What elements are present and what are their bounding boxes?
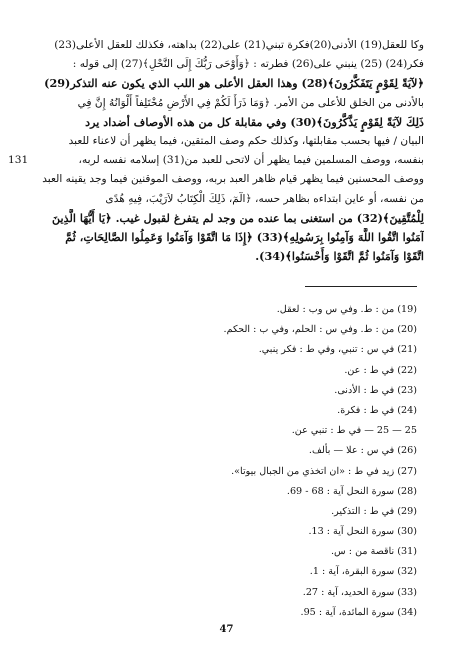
footnote: (19) من : ط. وفي س وب : لعقل. [276, 304, 417, 315]
footnote: (21) في س : تنبي، وفي ط : فكر ينبي. [258, 344, 417, 356]
margin-page-number: 131 [8, 154, 29, 166]
main-text [32, 36, 424, 266]
footnote: (24) في ط : فكرة. [337, 404, 417, 416]
text-line: ذَلِكَ لآيَةً لِقَوْمٍ يَذَّكَّرُونَ﴾(30) وفي مقابلة كل من هذه الأوصاف أضداد يرد [85, 114, 424, 129]
text-line: اتَّقَوْا وَآمَنُوا ثُمَّ اتَّقَوْا وَأَحْسَنُوا﴾(34). [255, 249, 424, 264]
text-line: من نفسه، أو عاين ابتداءه بظاهر حسه، ﴿الٓمٓ، ذَلِكَ الْكِتَابُ لاَرَيْبَ، فِيهِ هُدًى [105, 192, 424, 205]
text-line: آمَنُوا اتَّقُوا اللَّهَ وَآمِنُوا بِرَسُولِهِ﴾(33) ﴿إِذَا مَا اتَّقَوْا وَآمَنُوا وَعَمِلُوا الصَّالِحَاتِ، ثُمَّ [65, 229, 424, 244]
footnotes [37, 300, 417, 623]
footnote: (30) سورة النحل آية : 13. [308, 526, 417, 538]
footnote: (28) سورة النحل آية : 68 - 69. [286, 485, 417, 497]
text-line: بالأدنى من الخلق للأعلى من الأمر. ﴿وَمَا ذَرَأَ لَكُمْ فِي الأَرْضِ مُخْتَلِفاً أَلْوَانُهُ إِنَّ فِي [77, 96, 424, 109]
footnote: 25 — 25 — في ط : تنبي عن. [291, 425, 417, 437]
text-line: ووصف المحسنين فيما يظهر قيام ظاهر العبد بربه، ووصف الموقنين فيما وجد يقينه العبد [42, 173, 424, 186]
footnote: (31) ناقصة من : س. [331, 546, 417, 558]
page-number: 47 [219, 624, 234, 635]
footnote: (29) في ط : التذكير. [331, 505, 417, 517]
text-line: لِلْمُتَّقِينَ﴾(32) من استغنى بما عنده من وجد لم يتفرغ لقبول غيب. ﴿يَا أَيُّهَا الَّذِينَ [52, 210, 424, 225]
footnote: (26) في س : علا — بألف. [308, 445, 417, 457]
text-line: ﴿لآيَةً لِقَوْمٍ يَتَفَكَّرُونَ﴾(28) وهذا العقل الأعلى هو اللب الذي يكون عنه التذكر(29) [44, 76, 424, 91]
footnote: (27) زيد في ط : «ان اتخذي من الجبال بيوتا». [231, 465, 417, 477]
text-line: فكر(24) (25) ينبني على(26) فطرته : ﴿وَأَوْحَى رَبُّكَ إِلَى النَّحْلِ﴾(27) إلى قوله : [72, 58, 424, 71]
footnote: (32) سورة البقرة، آية : 1. [309, 566, 417, 578]
text-line: البيان / فيها بحسب مقابلتها، وكذلك حكم وصف المتقين، فيما يظهر أن لاعناء للعبد [68, 134, 424, 147]
footnote: (34) سورة المائدة، آية : 95. [300, 606, 417, 618]
footnote: (20) من : ط. وفي س : الحلم، وفي ب : الحكم. [223, 324, 417, 336]
text-line: وكا للعقل(19) الأدنى(20)فكرة تبني(21) على(22) بداهته، فكذلك للعقل الأعلى(23) [54, 39, 424, 51]
footnote: (22) في ط : عن. [344, 364, 417, 376]
text-line: بنفسه، ووصف المسلمين فيما يظهر أن لاتحى للعبد من(31) إسلامه نفسه لربه، [78, 154, 424, 167]
footnote-divider [305, 286, 417, 287]
footnote: (33) سورة الحديد، آية : 27. [302, 586, 417, 598]
footnote: (23) في ط : الأدنى. [334, 384, 417, 396]
